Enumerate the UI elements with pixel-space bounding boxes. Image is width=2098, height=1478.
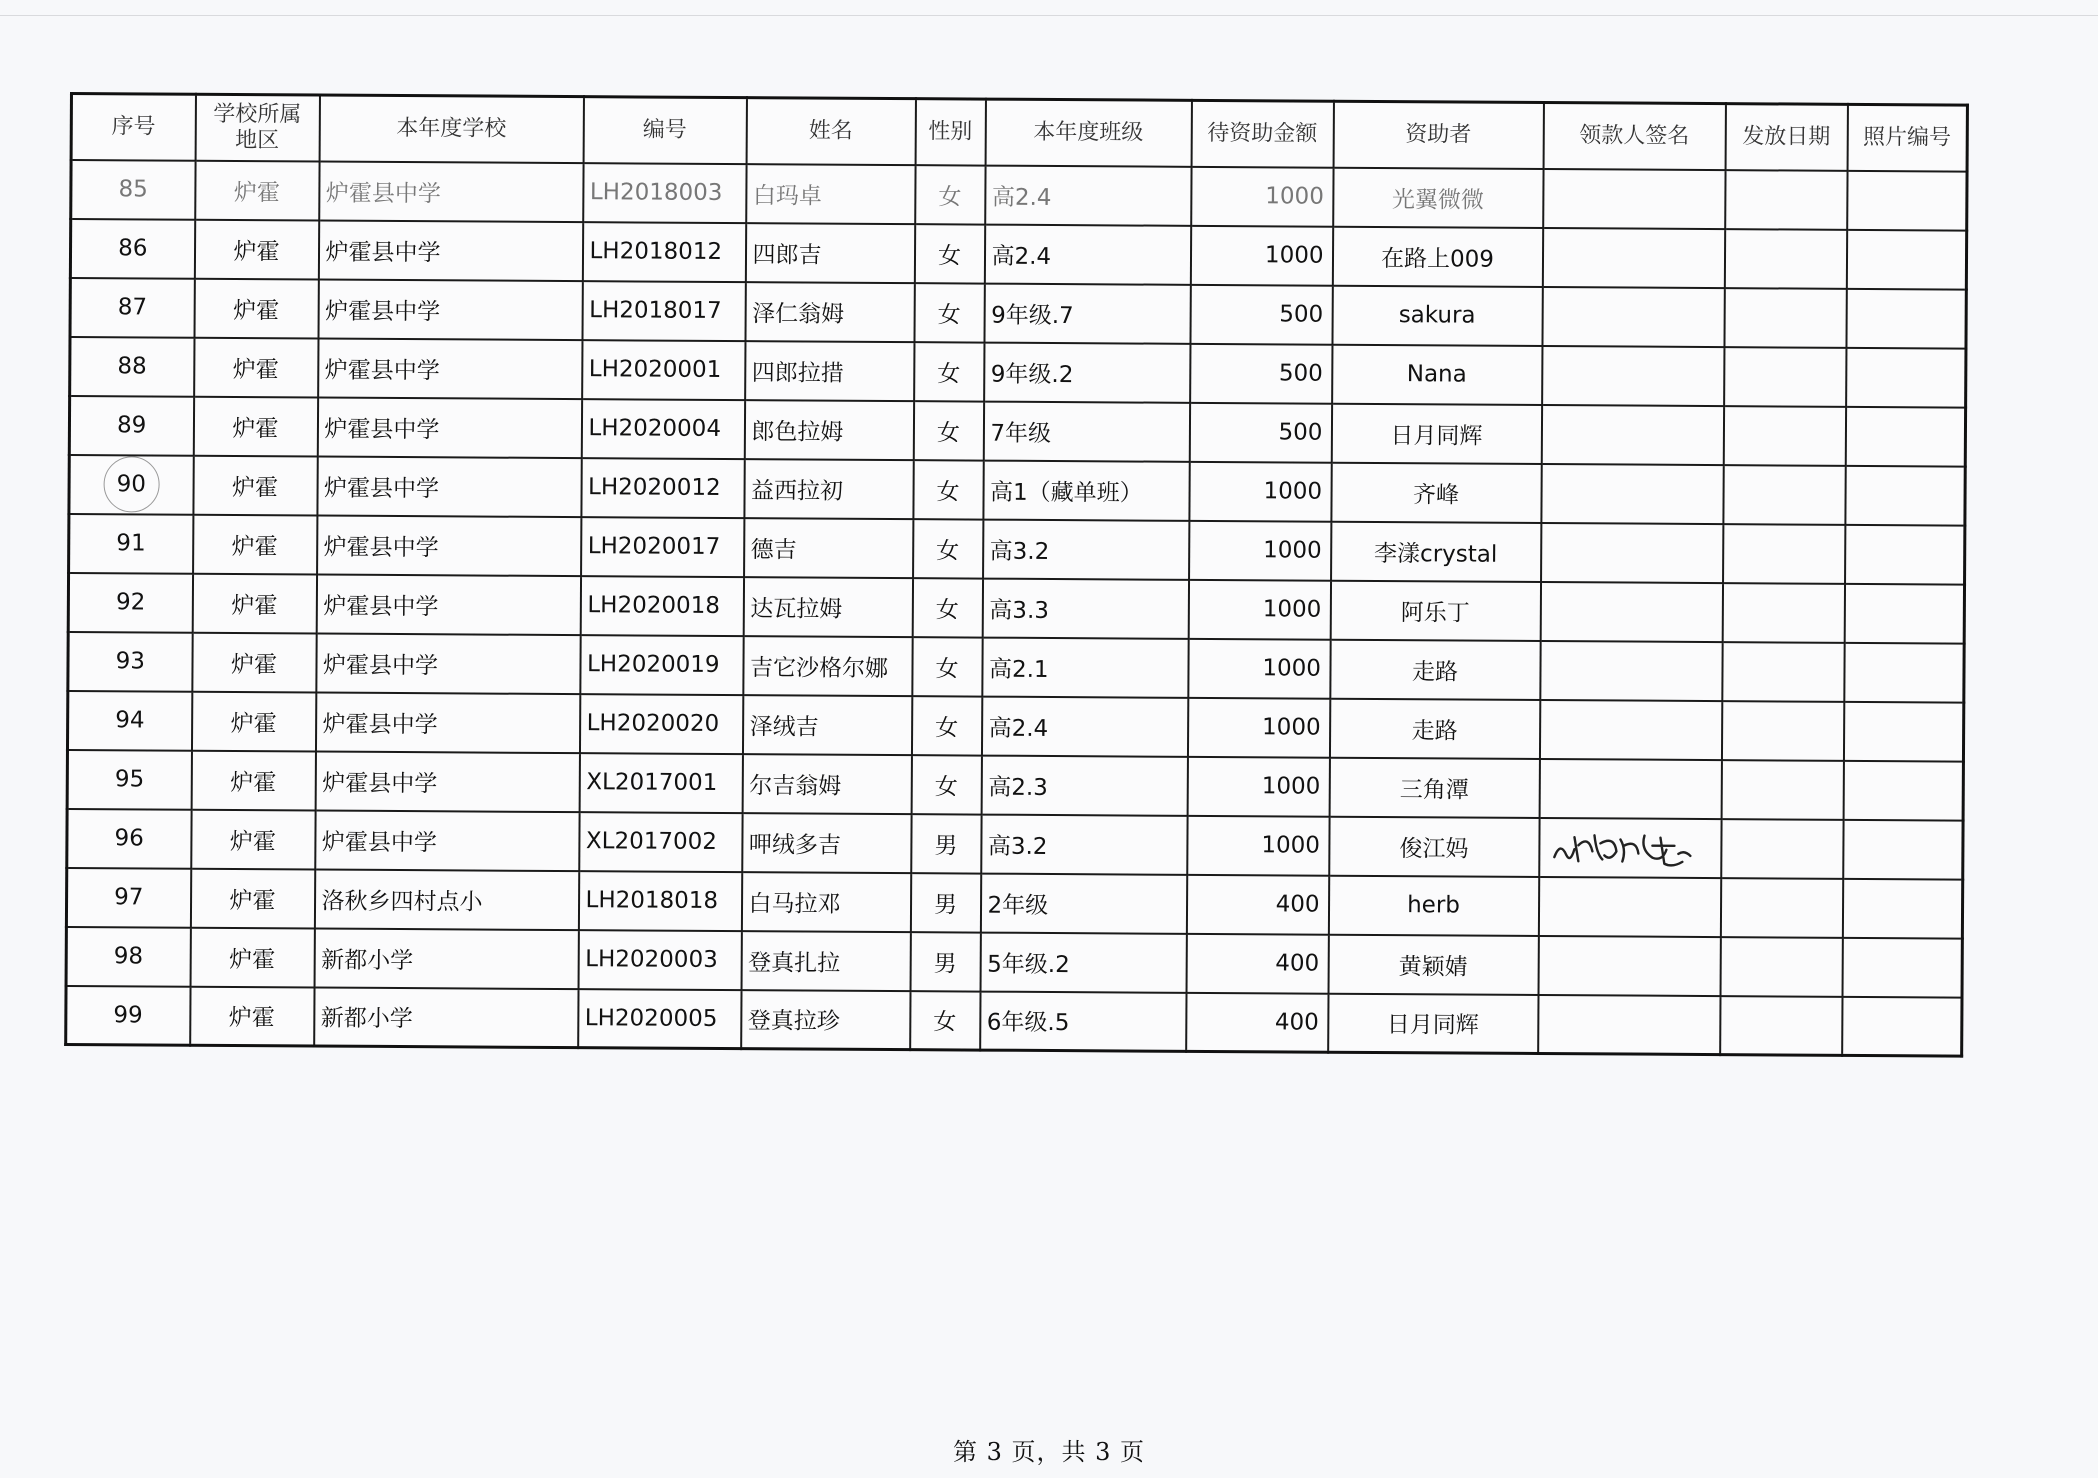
cell-name: 四郎拉措 bbox=[745, 341, 914, 401]
cell-region: 炉霍 bbox=[194, 219, 318, 279]
cell-donor: 日月同辉 bbox=[1331, 403, 1541, 463]
cell-date bbox=[1721, 760, 1843, 820]
cell-no: 93 bbox=[68, 631, 192, 691]
cell-region: 炉霍 bbox=[193, 455, 317, 515]
cell-id: LH2018017 bbox=[582, 281, 745, 341]
cell-name: 德吉 bbox=[744, 518, 913, 578]
cell-sex: 女 bbox=[911, 696, 981, 755]
header-cell-school: 本年度学校 bbox=[319, 95, 583, 163]
cell-name: 呷绒多吉 bbox=[742, 813, 911, 873]
cell-photo bbox=[1844, 583, 1964, 643]
cell-region: 炉霍 bbox=[194, 337, 318, 397]
cell-signature bbox=[1543, 168, 1725, 228]
cell-region: 炉霍 bbox=[195, 160, 319, 220]
cell-id: LH2020017 bbox=[581, 517, 744, 577]
cell-no: 85 bbox=[71, 160, 195, 220]
cell-class: 2年级 bbox=[980, 873, 1186, 933]
donation-table bbox=[64, 92, 1969, 1058]
cell-class: 高3.2 bbox=[981, 814, 1187, 874]
cell-id: XL2017002 bbox=[579, 812, 742, 872]
cell-region: 炉霍 bbox=[190, 927, 314, 987]
cell-photo bbox=[1843, 760, 1963, 820]
cell-amount: 1000 bbox=[1189, 461, 1331, 521]
cell-name: 达瓦拉姆 bbox=[743, 577, 912, 637]
cell-sex: 女 bbox=[914, 342, 984, 401]
cell-signature bbox=[1542, 345, 1724, 405]
cell-id: LH2020004 bbox=[581, 399, 744, 459]
cell-region: 炉霍 bbox=[190, 868, 314, 928]
cell-school: 新都小学 bbox=[314, 987, 578, 1048]
cell-name: 郎色拉姆 bbox=[744, 400, 913, 460]
cell-id: LH2020020 bbox=[579, 694, 742, 754]
cell-no bbox=[69, 455, 193, 515]
cell-photo bbox=[1847, 170, 1967, 230]
cell-no: 99 bbox=[66, 985, 190, 1045]
cell-donor: 阿乐丁 bbox=[1330, 580, 1540, 640]
cell-donor: 齐峰 bbox=[1331, 462, 1541, 522]
cell-amount: 1000 bbox=[1187, 756, 1329, 816]
cell-signature bbox=[1538, 994, 1720, 1054]
cell-id: LH2020001 bbox=[582, 340, 745, 400]
cell-region: 炉霍 bbox=[191, 809, 315, 869]
cell-no: 96 bbox=[67, 808, 191, 868]
cell-donor: 日月同辉 bbox=[1328, 993, 1538, 1053]
cell-amount: 400 bbox=[1186, 933, 1328, 993]
cell-photo bbox=[1846, 229, 1966, 289]
cell-date bbox=[1721, 819, 1843, 879]
cell-school: 炉霍县中学 bbox=[315, 692, 579, 753]
cell-photo bbox=[1846, 288, 1966, 348]
cell-name: 泽仁翁姆 bbox=[745, 282, 914, 342]
cell-class: 高2.3 bbox=[981, 755, 1187, 815]
cell-school: 炉霍县中学 bbox=[315, 810, 579, 871]
cell-date bbox=[1723, 465, 1845, 525]
header-cell-no: 序号 bbox=[71, 94, 195, 161]
cell-school: 炉霍县中学 bbox=[317, 397, 581, 458]
cell-no: 91 bbox=[69, 514, 193, 574]
cell-signature bbox=[1542, 227, 1724, 287]
cell-region: 炉霍 bbox=[193, 514, 317, 574]
cell-sex: 男 bbox=[910, 873, 980, 932]
cell-signature bbox=[1542, 286, 1724, 346]
cell-donor: herb bbox=[1328, 875, 1538, 935]
cell-school: 炉霍县中学 bbox=[315, 751, 579, 812]
cell-date bbox=[1721, 701, 1843, 761]
cell-donor: Nana bbox=[1332, 344, 1542, 404]
cell-region: 炉霍 bbox=[191, 750, 315, 810]
cell-school: 炉霍县中学 bbox=[319, 161, 583, 222]
cell-sex: 女 bbox=[912, 637, 982, 696]
cell-amount: 1000 bbox=[1188, 579, 1330, 639]
cell-id: LH2018003 bbox=[583, 163, 746, 223]
cell-sex: 女 bbox=[914, 224, 984, 283]
header-cell-name: 姓名 bbox=[746, 98, 915, 165]
cell-region: 炉霍 bbox=[191, 691, 315, 751]
cell-region: 炉霍 bbox=[190, 986, 314, 1046]
cell-region: 炉霍 bbox=[194, 278, 318, 338]
cell-school: 炉霍县中学 bbox=[317, 456, 581, 517]
cell-photo bbox=[1842, 937, 1962, 997]
cell-signature bbox=[1538, 935, 1720, 995]
cell-no: 88 bbox=[70, 337, 194, 397]
cell-name: 登真扎拉 bbox=[741, 931, 910, 991]
cell-no: 97 bbox=[66, 867, 190, 927]
cell-amount: 400 bbox=[1186, 992, 1328, 1052]
cell-school: 炉霍县中学 bbox=[316, 633, 580, 694]
cell-sex: 女 bbox=[915, 165, 985, 224]
cell-donor: 李漾crystal bbox=[1331, 521, 1541, 581]
header-cell-donor: 资助者 bbox=[1333, 101, 1543, 168]
cell-photo bbox=[1845, 465, 1965, 525]
cell-no: 89 bbox=[69, 396, 193, 456]
cell-date bbox=[1720, 937, 1842, 997]
cell-region: 炉霍 bbox=[192, 632, 316, 692]
cell-donor: 走路 bbox=[1330, 639, 1540, 699]
cell-photo bbox=[1844, 642, 1964, 702]
cell-school: 新都小学 bbox=[314, 928, 578, 989]
cell-class: 7年级 bbox=[983, 401, 1189, 461]
cell-amount: 1000 bbox=[1188, 638, 1330, 698]
cell-date bbox=[1720, 996, 1842, 1056]
circled-number: 90 bbox=[103, 456, 159, 512]
cell-id: LH2020012 bbox=[581, 458, 744, 518]
cell-school: 炉霍县中学 bbox=[318, 220, 582, 281]
cell-donor: 黄颖婧 bbox=[1328, 934, 1538, 994]
cell-amount: 1000 bbox=[1191, 166, 1333, 226]
cell-name: 白马拉邓 bbox=[741, 872, 910, 932]
cell-class: 高1（藏单班） bbox=[983, 460, 1189, 520]
cell-amount: 1000 bbox=[1190, 225, 1332, 285]
cell-date bbox=[1722, 642, 1844, 702]
cell-class: 9年级.7 bbox=[984, 283, 1190, 343]
cell-amount: 1000 bbox=[1187, 815, 1329, 875]
cell-sex: 女 bbox=[913, 519, 983, 578]
header-cell-id: 编号 bbox=[583, 97, 746, 164]
cell-school: 炉霍县中学 bbox=[318, 279, 582, 340]
cell-class: 高2.4 bbox=[985, 165, 1191, 225]
cell-date bbox=[1724, 347, 1846, 407]
cell-id: LH2018018 bbox=[578, 871, 741, 931]
cell-photo bbox=[1842, 878, 1962, 938]
cell-date bbox=[1723, 406, 1845, 466]
cell-donor: 在路上009 bbox=[1332, 226, 1542, 286]
cell-photo bbox=[1843, 701, 1963, 761]
cell-signature bbox=[1539, 699, 1721, 759]
cell-donor: 三角潭 bbox=[1329, 757, 1539, 817]
cell-class: 高3.2 bbox=[983, 519, 1189, 579]
cell-photo bbox=[1842, 996, 1962, 1056]
cell-region: 炉霍 bbox=[193, 396, 317, 456]
cell-class: 高3.3 bbox=[982, 578, 1188, 638]
cell-signature bbox=[1538, 876, 1720, 936]
cell-donor: 走路 bbox=[1329, 698, 1539, 758]
cell-amount: 500 bbox=[1190, 284, 1332, 344]
cell-school: 炉霍县中学 bbox=[316, 574, 580, 635]
cell-photo bbox=[1845, 524, 1965, 584]
header-cell-signature: 领款人签名 bbox=[1543, 103, 1725, 170]
cell-date bbox=[1725, 170, 1847, 230]
header-cell-sex: 性别 bbox=[915, 99, 985, 165]
header-cell-date: 发放日期 bbox=[1725, 104, 1847, 171]
scan-top-line bbox=[0, 15, 2098, 16]
cell-name: 泽绒吉 bbox=[742, 695, 911, 755]
cell-signature bbox=[1541, 463, 1723, 523]
cell-sex: 男 bbox=[911, 814, 981, 873]
handwritten-signature bbox=[1548, 823, 1708, 876]
cell-signature bbox=[1539, 758, 1721, 818]
cell-signature bbox=[1540, 640, 1722, 700]
cell-donor: sakura bbox=[1332, 285, 1542, 345]
cell-amount: 400 bbox=[1186, 874, 1328, 934]
cell-date bbox=[1724, 288, 1846, 348]
cell-amount: 500 bbox=[1189, 402, 1331, 462]
cell-date bbox=[1720, 878, 1842, 938]
header-cell-photo: 照片编号 bbox=[1847, 104, 1967, 171]
cell-photo bbox=[1845, 406, 1965, 466]
cell-sex: 女 bbox=[912, 578, 982, 637]
cell-name: 吉它沙格尔娜 bbox=[743, 636, 912, 696]
cell-id: LH2020018 bbox=[580, 576, 743, 636]
cell-sex: 女 bbox=[913, 401, 983, 460]
header-cell-region: 学校所属地区 bbox=[195, 94, 319, 161]
cell-sex: 男 bbox=[910, 932, 980, 991]
cell-id: XL2017001 bbox=[579, 753, 742, 813]
cell-class: 5年级.2 bbox=[980, 932, 1186, 992]
cell-class: 6年级.5 bbox=[980, 991, 1186, 1051]
cell-amount: 1000 bbox=[1189, 520, 1331, 580]
cell-region: 炉霍 bbox=[192, 573, 316, 633]
cell-no: 94 bbox=[67, 690, 191, 750]
cell-signature bbox=[1540, 581, 1722, 641]
cell-signature bbox=[1541, 404, 1723, 464]
page-number: 第 3 页，共 3 页 bbox=[952, 1438, 1146, 1466]
cell-class: 高2.1 bbox=[982, 637, 1188, 697]
cell-no: 98 bbox=[66, 926, 190, 986]
cell-sex: 女 bbox=[911, 755, 981, 814]
cell-id: LH2020003 bbox=[578, 930, 741, 990]
cell-photo bbox=[1843, 819, 1963, 879]
cell-school: 洛秋乡四村点小 bbox=[314, 869, 578, 930]
cell-date bbox=[1723, 524, 1845, 584]
cell-name: 尔吉翁姆 bbox=[742, 754, 911, 814]
header-cell-class: 本年度班级 bbox=[985, 99, 1191, 166]
cell-sex: 女 bbox=[914, 283, 984, 342]
cell-class: 高2.4 bbox=[981, 696, 1187, 756]
cell-school: 炉霍县中学 bbox=[317, 515, 581, 576]
cell-donor: 光翼微微 bbox=[1333, 167, 1543, 227]
cell-date bbox=[1722, 583, 1844, 643]
cell-signature bbox=[1541, 522, 1723, 582]
cell-date bbox=[1724, 229, 1846, 289]
cell-id: LH2020005 bbox=[578, 989, 741, 1049]
table-row bbox=[66, 985, 1962, 1056]
cell-school: 炉霍县中学 bbox=[318, 338, 582, 399]
cell-no: 87 bbox=[70, 278, 194, 338]
cell-sex: 女 bbox=[910, 991, 980, 1050]
cell-no: 95 bbox=[67, 749, 191, 809]
cell-class: 9年级.2 bbox=[984, 342, 1190, 402]
cell-no: 86 bbox=[70, 219, 194, 279]
cell-donor: 俊江妈 bbox=[1329, 816, 1539, 876]
cell-amount: 500 bbox=[1190, 343, 1332, 403]
cell-id: LH2018012 bbox=[582, 222, 745, 282]
cell-signature bbox=[1539, 817, 1721, 877]
cell-name: 登真拉珍 bbox=[741, 990, 910, 1050]
header-row bbox=[71, 94, 1967, 172]
cell-name: 四郎吉 bbox=[745, 223, 914, 283]
cell-class: 高2.4 bbox=[984, 224, 1190, 284]
cell-sex: 女 bbox=[913, 460, 983, 519]
cell-amount: 1000 bbox=[1187, 697, 1329, 757]
cell-no: 92 bbox=[68, 573, 192, 633]
cell-name: 白玛卓 bbox=[746, 164, 915, 224]
cell-name: 益西拉初 bbox=[744, 459, 913, 519]
header-cell-amount: 待资助金额 bbox=[1191, 100, 1333, 167]
cell-id: LH2020019 bbox=[580, 635, 743, 695]
cell-photo bbox=[1846, 347, 1966, 407]
